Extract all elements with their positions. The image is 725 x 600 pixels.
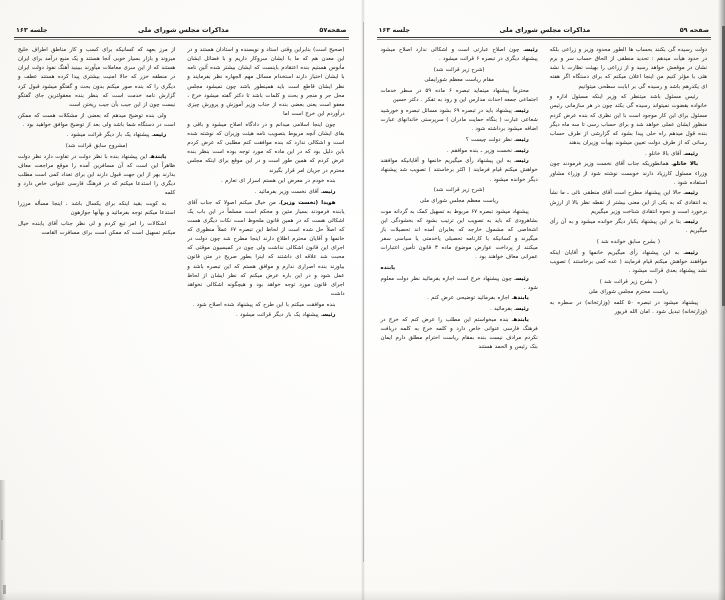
paragraph: (صحیح است) بنابراین وقتی استاد و نویسنده و استادان هستند و در این معدن هم که ما با ایشان سروکار داریم و با فضائل ایشان مأنوس هستیم بنده اعتقادم باینست که ایشان بیشتر شده آئین نامه با ایشان اختیار دارند استخدام مسائل مهم الجهاره نظر بفرمایند و نظر ایشان قاطع است باید همینطور باشد چون نمیشود مجلس محل جر و منجر و بحث و کلمات باشد تا دکتر گفته میشود خرج ، معفو است یعنی بعضی بنده از جناب وزیر آموزش و پرورش چیزی درآوردم این خرج است اما (187, 47, 345, 118)
speaker-label: رئیس (515, 158, 529, 165)
speech-paragraph: رئیسـ پیشنهاد یک بار دیگر قرائت میشود . (236, 312, 336, 319)
speech-paragraph: رئیسـ آقای بالا خانلو . (644, 150, 698, 157)
speech-paragraph: اشکالات را امر تبع کردم و لی نظر جناب آقای یابنده خیال میکنم تسهیل است که ممکن است برای مسافرت القامت (18, 220, 176, 236)
letter-body: محترماً پیشنهاد مینماید تبصره ۶ ماده ۵۹ در سطر خدمات اجتماعی جمعه احداث مدارس این و رود به تفکر . دکتر حسین (380, 88, 538, 104)
stage-direction: (مشروح سابق قرائت شد) (65, 143, 128, 150)
speaker-label: رئیس (515, 107, 529, 114)
speaker-label: هویدا (نخست وزیر) (280, 199, 336, 206)
columns-right (375, 46, 714, 594)
stage-direction: (شرح زیر قرائت شد) (433, 66, 485, 73)
speaker-label: رئیس (515, 136, 529, 143)
stage-direction: ( بشرح سابق خوانده شد ) (596, 239, 661, 246)
letter-body: پیشنهاد میشود تبصره ۶۷ مربوط به تسهیل کمک به گردانه موت بشاهرودی که باید به تصویب این ترتیب بشود که بخشودگی این اشخاصی که مشمول خارجه که بعایران آمده اند تحصیلات باز میگیرند و کسانیکه با کارنامه تحصیلی یاخدمتی یا سیاسی سفر میکنند از پرداخت عوارض موضوع ماده ۳ قانون تأمین اعتبارات عمرانی معاف خواهند بود . (380, 208, 538, 261)
speaker-label: رئیس (322, 188, 336, 195)
columns-left (12, 46, 351, 594)
letter-addressee: مقام ریاست معظم شورایملی (424, 77, 494, 84)
letter-body: پیشنهاد میشود در تبصره ۵۰ کلمه (وزارتخانه) در سطره به (وزارتخانه) تبدیل شود . امان الله فریور (549, 300, 707, 316)
left-page-outer-column (12, 46, 181, 594)
signature: یابنده (380, 264, 396, 271)
speech-paragraph: رئیسـ نظر دولت چیست ؟ (465, 136, 529, 143)
speaker-label: یابنده (513, 295, 529, 302)
speech-paragraph: هویدا (نخست وزیر)ـ من خیال میکنم اصولا که جناب آقای یابنده فرمودند بسیار متین و محکم است مسلماً در این باب یک اشکالی هست که در همین قانون ملحوظ است نکات دیگری هست که اصلاً حل شده است از لحاظ این تبصره ۶۷ عملاً منظوری که خانمها و آقایان محترم اطلاع دارند اینجا مطرح شد چون دولت در اجرای این قانون اشکالی نداشت ولی چون در کمیسیون موقتی که محبت شد علاقه ای داشتند که اینرا بطور صریح در متن قانون بیاورند بنده اصراری ندارم و موافق هستم که این تبصره باشد و عمل شود و در این باره عرض میکنم که نظر ایشان از لحاظ اجرای قانون مورد توجه خواهد بود و هیچگونه اشکالی نخواهد داشت (187, 199, 345, 298)
speaker-label: رئیس (322, 312, 336, 319)
header-rule-thin-right (377, 39, 712, 40)
speech-paragraph: رئیسـ بنا بر این پیشنهاد یکبار دیگر خوانده میشود و به آن رأی میگیریم . (549, 219, 707, 235)
speaker-label: یابنده (150, 153, 167, 160)
speech-paragraph: یابندهـ اجازه بفرمائید توضیحی عرض کنم . (427, 295, 529, 302)
speech-paragraph: به کویت بقید اینکه برای یکسال باشد ، اینجا مسأله مرزرا استدعا میکنم توجه بفرمائید و بهآنها جوازهون (18, 201, 176, 217)
speech-paragraph: رئیسـ نخست وزیر ـ بنده موافقم . (446, 147, 529, 154)
speech-paragraph: ولی بنده توضیح میدهم که بعضی از مشکلات هست که ممکن است در دستگاه شما باشد ولی بعد از توضیح موافق خواهید بود . (18, 112, 176, 128)
header-rule-right (377, 37, 712, 38)
publication-title-right: مذاکرات مجلس شورای ملی (499, 26, 591, 34)
session-number-right: جلسه ۱۶۳ (378, 26, 411, 34)
running-head-left (12, 18, 351, 35)
letter-addressee: ریاست محترم مجلس شورای ملی (588, 289, 669, 296)
speech-paragraph: رئیسـ آقای نخست وزیر بفرمائید . (254, 188, 336, 195)
speech-paragraph: رئیسـ به این پیشنهاد رأی میگیریم خانمها و آقایان اینکه موافقند خواهش میکنم قیام فرمایند ( عده کمی برخاستند ) تصویب نشد پیشنهاد بعدی قرائت میشود . (549, 249, 707, 275)
speaker-label: رئیس (524, 47, 538, 53)
paragraph: دولت رسیده گی بکنند بحساب ها الطور محدود وزیر و زراعی بلکه در حدود هیأت میدهم : تحدید منطقی از الحاق حساب سر و برم نشان در موقعش خواهد رسید و از زراعی را بهیئت نظارت با نشد هئی با مؤثر کنیم من اینجا اعلان میکنم که برای دستگاه اگر هفته ای یکدرهم باشد و رسیده گی بر ابابت سطحی میتوانیم (549, 47, 707, 90)
right-page-outer-column (544, 46, 713, 594)
speech-paragraph: رئیسـ چون پیشنهاد خرج است اجازه بفرمائید نظر دولت معلوم شود . (380, 275, 538, 291)
speaker-label: رئیس (153, 132, 167, 139)
speaker-label: یابنده (513, 316, 529, 323)
stage-direction: ( بشرح زیر قرائت شد ) (599, 278, 658, 285)
paragraph: رئیس مسئول باشد میتنظر که وزیر اینکه مسئول اداره و خانواده بقضوت نمیتواند رسیده گی بکند چون در هر سازمانی رئیس مسئول برای این کار موجود است با این نظری که بنده عرض کردم منظور ایشان عملی خواهد شد و برای حساب رسی تا سه ماه دیگر بنده قول میدهم راه حلی پیدا بشود که گزارشی از طرف حساب رسانی که از طرف دولت تعیین میشوند بهیأت وزیران بدهند (549, 94, 707, 147)
speaker-label: رئیس (515, 275, 529, 282)
paragraph: چون اینجا اسلامی میدانم و در دادگاه اصلاح میشود و باقی و بقای ایشان آنچه مربوط بتصویب نامه هیئت وزیران که نوشته شده است و اشکالی ندارد که بنده موافقت کنم مطلبی که عرض کردم باین دلیل بود که در این ماده که مورد توجه بوده است بنظر بنده عرض کردم که همین طور است و در این موقع برای اینکه مجلس محترم در جریان امر قرار بگیرند (187, 121, 345, 174)
paragraph: بنده خودم در معرض این هستم اسرار ای تعارم . (220, 178, 336, 185)
header-rule-thin-left (14, 39, 349, 40)
speaker-label: بالا خانلو (673, 161, 698, 168)
speaker-label: رئیس (685, 249, 698, 256)
speech-paragraph: رئیسـ پیشنهاد یک بار دیگر قرائت میشود . (66, 132, 167, 139)
speaker-label: رئیس (515, 306, 529, 313)
stage-direction: (شرح زیر قرائت شد) (433, 187, 485, 194)
speech-paragraph: رئیسـ حالا این پیشنهاد مطرح است آقای منطقی نائی ـ ما نشأ به انتقادی که به یکی از این معنی بیشتر از نقطه نظر بالا از ارزش برخورد است و نحوه انتقادی شناخت وزیر میگیریم (549, 190, 707, 215)
page-number-left: صفحه۵۷ (319, 26, 347, 34)
session-number-left: جلسه ۱۶۳ (16, 26, 48, 34)
speaker-label: رئیس (685, 150, 698, 157)
page-right (363, 0, 725, 600)
speech-paragraph: بالا خانلوـ همانطوریکه جناب آقای نخست وزیر فرمودند چون وزراء مسئول کارزیاد دارند خوبست نوشته شود از وزراء مشاور استفاده شود . (549, 161, 707, 186)
speaker-label: رئیس (685, 219, 698, 226)
speech-paragraph: رئیسـ چون اصلاح عبارتی است و اشکالی ندارد اصلاح میشود پیشنهاد دیگری در تبصره ۶ قرائت میشود . (380, 47, 538, 63)
speech-paragraph: رئیسـ به این پیشنهاد رأی میگیریم خانمها و آقایانیکه موافقند خواهش میکنم قیام فرمایند ( اکثر برخاستند ) تصویب شد پیشنهاد دیگر خوانده میشود . (380, 158, 538, 183)
paragraph: از مرز بعهد که کسانیکه برای کسب و کار مناطق اطراف خلیج میروند و بازار بسیار خوبی آنجا هستند و یک منبع درآمد برای ایران هستند که از این سری معاملات میآورند ببینید آهنگ نفوذ دولت ایران در منطقه خزر که حالا امنیت بیشتری پیدا کرده هستند عطف و دیگری را که بنده صور میکنم بدون بحث و گفتگو میشود قبول کرد گزارش نامه خدمت است که بنظر بنده معقولترین جای گفتگو نیست چون از این جیب بآن جیب ریختن است (17, 47, 176, 108)
speech-paragraph: یابندهـ این پیشنهاد بنده با نظر دولت در تفاوت دارد نظر دولت ظاهراً این است که آن مسافرین آمده را موقع مراجعت معاف بدارند بهر از این جهت قبول دارند این برای تعداد کمی است مطلب دیگری را استدعا میکنم که در فرهنگ فارسی عنوانی خاص دارد و کلمه (18, 153, 176, 197)
publication-title-left: مذاکرات مجلس شورای ملی (138, 26, 229, 34)
speaker-label: رئیس (685, 190, 698, 197)
page-number-right: صفحه ۵۹ (679, 26, 709, 34)
speech-paragraph: بنده موافقت میکنم با این طرح که پیشنهاد شده اصلاح شود . (192, 301, 336, 308)
speech-paragraph: رئیسـ پیشنهاد باید در تبصره ۶۹ بشود مسائل تبصره و خورشید شعاعی عبارت ( بنگاه حمایت مادران ) سرپرستی خاندانهای عبارت اضافه میشود برداشته شود . (380, 107, 538, 133)
right-page-inner-column (375, 46, 544, 594)
speech-paragraph: رئیسـ بفرمائید . (489, 306, 529, 313)
speech-paragraph: یابندهـ بنده میخواستم این مطلب را عرض کنم که خرج در فرهنگ فارسی عنوانی خاص دارد و کلمه خرج به کلمه دریافت نکردم مرادف نیست بنده بمقام ریاست احترام مطلق دارم ایمان بنک رئیس و الحمد هستند (380, 316, 538, 351)
header-rule-left (14, 37, 349, 38)
left-page-inner-column (181, 46, 350, 594)
letter-addressee: ریاست معظم مجلس شورای ملی (419, 197, 499, 204)
running-head-right (375, 18, 714, 35)
speaker-label: رئیس (515, 147, 529, 154)
